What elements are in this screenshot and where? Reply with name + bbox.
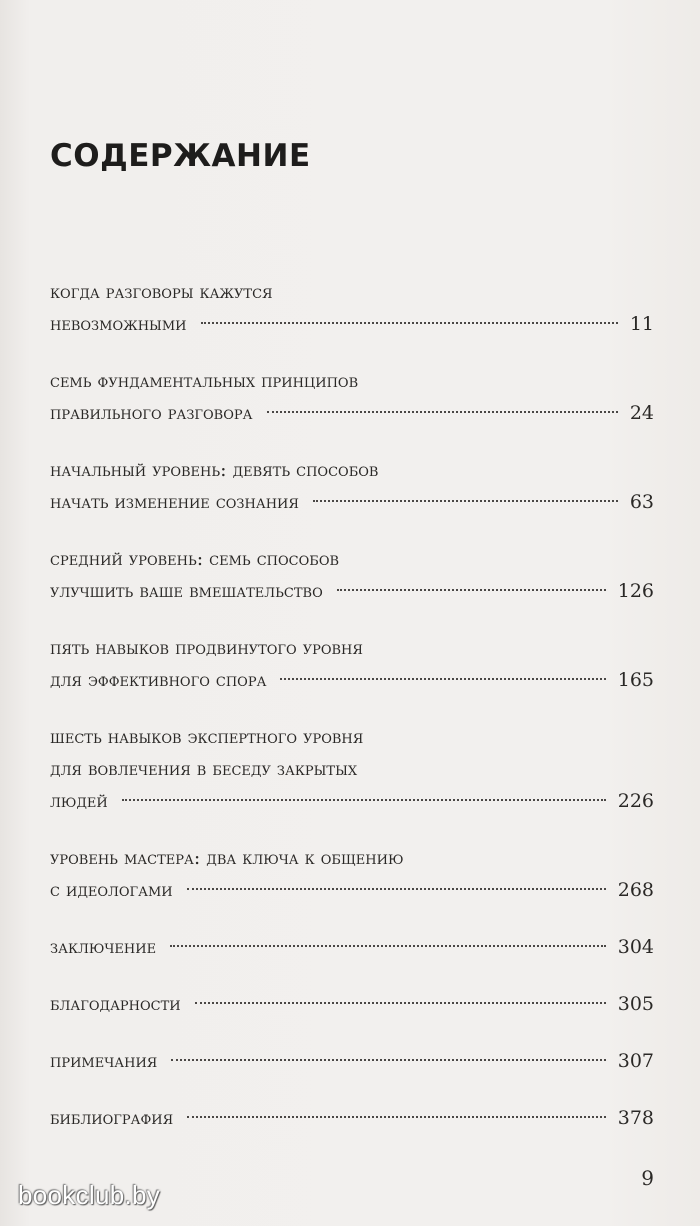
toc-entry-last-line	[50, 1102, 654, 1134]
toc-entry-title-line: средний уровень: семь способов	[50, 548, 340, 570]
toc-page-number: 226	[617, 790, 654, 812]
toc-page-number: 11	[629, 313, 654, 335]
toc-entry-last-line	[50, 785, 654, 817]
dot-leader	[171, 1059, 605, 1061]
toc-entry-last-line	[50, 664, 654, 696]
toc-entry-last-line	[50, 308, 654, 340]
toc-entry-title-end: начать изменение сознания	[50, 491, 299, 513]
toc-page-number: 305	[617, 993, 654, 1015]
toc-entry-title-line: семь фундаментальных принципов	[50, 370, 359, 392]
toc-entry-title-end: невозможными	[50, 313, 187, 335]
page-folio-number: 9	[641, 1166, 654, 1190]
toc-entry[interactable]	[50, 1045, 654, 1077]
page-title: СОДЕРЖАНИЕ	[50, 138, 311, 174]
toc-entry-title-end: людей	[50, 790, 108, 812]
toc-entry[interactable]	[50, 931, 654, 963]
toc-page-number: 304	[617, 936, 654, 958]
toc-entry[interactable]	[50, 988, 654, 1020]
toc-entry[interactable]	[50, 276, 654, 340]
toc-entry[interactable]	[50, 543, 654, 607]
toc-entry[interactable]	[50, 632, 654, 696]
dot-leader	[122, 799, 606, 801]
dot-leader	[170, 945, 606, 947]
toc-entry-title-line: пять навыков продвинутого уровня	[50, 637, 363, 659]
dot-leader	[313, 500, 618, 502]
toc-entry-title-line: для вовлечения в беседу закрытых	[50, 758, 358, 780]
toc-entry-last-line	[50, 397, 654, 429]
dot-leader	[187, 888, 606, 890]
dot-leader	[195, 1002, 606, 1004]
site-watermark: bookclub.by	[18, 1180, 161, 1210]
toc-entry-title-end: улучшить ваше вмешательство	[50, 580, 323, 602]
toc-page-number: 307	[617, 1050, 654, 1072]
toc-entry-title-end: правильного разговора	[50, 402, 253, 424]
toc-entry-title-end: для эффективного спора	[50, 669, 267, 691]
toc-page-number: 63	[629, 491, 654, 513]
toc-entry-last-line	[50, 575, 654, 607]
toc-entry[interactable]	[50, 842, 654, 906]
toc-page-number: 378	[617, 1107, 654, 1129]
dot-leader	[267, 411, 618, 413]
toc-entry-title-line: уровень мастера: два ключа к общению	[50, 847, 404, 869]
dot-leader	[280, 678, 605, 680]
toc-page-number: 268	[617, 879, 654, 901]
toc-entry-title-end: благодарности	[50, 993, 181, 1015]
toc-entry-title-end: примечания	[50, 1050, 158, 1072]
toc-entry-title-end: библиография	[50, 1107, 174, 1129]
toc-entry[interactable]	[50, 454, 654, 518]
toc-entry-last-line	[50, 931, 654, 963]
toc-entry-title-end: заключение	[50, 936, 157, 958]
dot-leader	[337, 589, 606, 591]
toc-page-number: 165	[617, 669, 654, 691]
toc-entry-title-end: с идеологами	[50, 879, 173, 901]
toc-entry-last-line	[50, 486, 654, 518]
toc-entry[interactable]	[50, 1102, 654, 1134]
toc-entry-last-line	[50, 988, 654, 1020]
toc-page-number: 126	[617, 580, 654, 602]
dot-leader	[201, 322, 618, 324]
toc-entry-last-line	[50, 1045, 654, 1077]
toc-entry[interactable]	[50, 365, 654, 429]
toc-entry-title-line: когда разговоры кажутся	[50, 281, 273, 303]
toc-entry-last-line	[50, 874, 654, 906]
toc-entry-title-line: шесть навыков экспертного уровня	[50, 726, 364, 748]
toc-entry-title-line: начальный уровень: девять способов	[50, 459, 379, 481]
toc-page-number: 24	[629, 402, 654, 424]
table-of-contents	[50, 276, 654, 1134]
toc-entry[interactable]	[50, 721, 654, 817]
dot-leader	[187, 1116, 606, 1118]
